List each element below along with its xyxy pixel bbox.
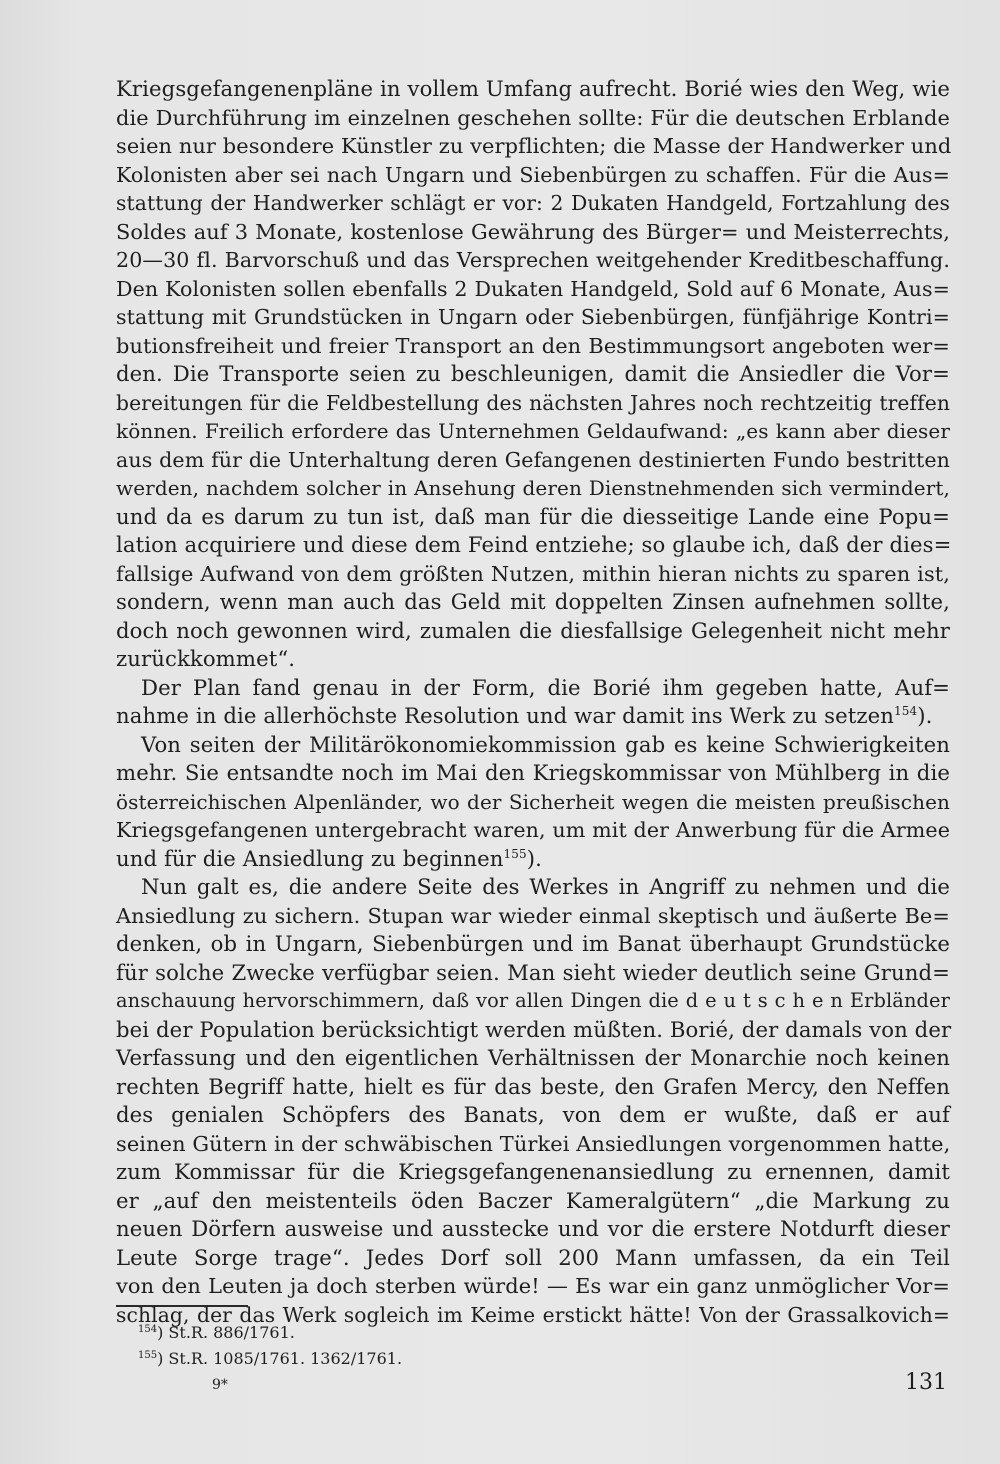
text-line-tail: ).	[526, 845, 542, 871]
text-line: bereitungen für die Feldbestellung des nächsten Jahres noch rechtzeitig treffen	[116, 390, 950, 415]
text-line	[116, 702, 950, 731]
text-line: mehr. Sie entsandte noch im Mai den Kriegskommissar von Mühlberg in die	[116, 760, 950, 785]
text-line: Kriegsgefangenen untergebracht waren, um mit der Anwerbung für die Armee	[116, 818, 950, 842]
text-line: zurückkommet“.	[116, 646, 296, 671]
text-line: zum Kommissar für die Kriegsgefangenenansiedlung zu ernennen, damit	[116, 1159, 950, 1184]
paragraph-3	[116, 731, 950, 874]
text-line: lation acquiriere und diese dem Feind entziehe; so glaube ich, daß der dies=	[116, 532, 952, 557]
text-line: österreichischen Alpenländer, wo der Sicherheit wegen die meisten preußischen	[116, 789, 950, 814]
text-line: neuen Dörfern ausweise und ausstecke und vor die erstere Notdurft dieser	[116, 1216, 950, 1241]
footnotes	[138, 1320, 402, 1372]
text-line: seinen Gütern in der schwäbischen Türkei Ansiedlungen vorgenommen hatte,	[116, 1131, 951, 1156]
text-line: Den Kolonisten sollen ebenfalls 2 Dukaten Handgeld, Sold auf 6 Monate, Aus=	[116, 276, 950, 301]
footnote-number: 154	[138, 1324, 158, 1335]
text-line: und da es darum zu tun ist, daß man für die diesseitige Lande eine Popu=	[116, 503, 950, 529]
text-line: Leute Sorge trage“. Jedes Dorf soll 200 Mann umfassen, da ein Teil	[116, 1244, 950, 1270]
page-number: 131	[905, 1370, 947, 1395]
footnote-155	[138, 1346, 402, 1372]
text-line: stattung mit Grundstücken in Ungarn oder Siebenbürgen, fünfjährige Kontri=	[116, 305, 950, 329]
text-line: werden, nachdem solcher in Ansehung deren Dienstnehmenden sich vermindert,	[116, 476, 950, 500]
text-line: 20—30 fl. Barvorschuß und das Versprechen weitgehender Kreditbeschaffung.	[116, 248, 950, 272]
paragraph-1	[116, 75, 950, 674]
text-line: butionsfreiheit und freier Transport an den Bestimmungsort angeboten wer=	[116, 333, 950, 358]
text-line: den. Die Transporte seien zu beschleunigen, damit die Ansiedler die Vor=	[116, 361, 950, 386]
footnote-ref-154: 154	[894, 704, 918, 718]
text-line: fallsige Aufwand von dem größten Nutzen, mithin hieran nichts zu sparen ist,	[116, 561, 950, 586]
footnote-text: ) St.R. 1085/1761. 1362/1761.	[157, 1349, 403, 1368]
footnote-text: ) St.R. 886/1761.	[157, 1323, 295, 1342]
text-line: Soldes auf 3 Monate, kostenlose Gewährung des Bürger= und Meisterrechts,	[116, 219, 950, 244]
footnote-ref-155: 155	[503, 846, 527, 861]
text-line: von den Leuten ja doch sterben würde! — Es war ein ganz unmöglicher Vor=	[116, 1274, 950, 1298]
paragraph-2	[116, 674, 950, 731]
text-line-content: und für die Ansiedlung zu beginnen	[116, 845, 504, 871]
text-line: die Durchführung im einzelnen geschehen sollte: Für die deutschen Erblande	[116, 105, 950, 130]
text-line: sondern, wenn man auch das Geld mit doppelten Zinsen aufnehmen sollte,	[116, 589, 950, 614]
text-line: Verfassung und den eigentlichen Verhältnissen der Monarchie noch keinen	[116, 1045, 950, 1070]
text-line: Der Plan fand genau in der Form, die Borié ihm gegeben hatte, Auf=	[141, 674, 950, 700]
text-line: aus dem für die Unterhaltung deren Gefangenen destinierten Fundo bestritten	[116, 447, 950, 472]
text-line-tail: ).	[917, 703, 933, 728]
text-line: anschauung hervorschimmern, daß vor allen Dingen die d e u t s c h e n Erbländer	[116, 989, 950, 1012]
text-line-content: nahme in die allerhöchste Resolution und war damit ins Werk zu setzen	[116, 703, 895, 728]
text-line: stattung der Handwerker schlägt er vor: 2 Dukaten Handgeld, Fortzahlung des	[116, 191, 950, 215]
text-line: er „auf den meistenteils öden Baczer Kameralgütern“ „die Markung zu	[116, 1187, 950, 1213]
text-line: doch noch gewonnen wird, zumalen die diesfallsige Gelegenheit nicht mehr	[116, 617, 950, 643]
text-line: denken, ob in Ungarn, Siebenbürgen und im Banat überhaupt Grundstücke	[116, 931, 950, 956]
text-line: Nun galt es, die andere Seite des Werkes in Angriff zu nehmen und die	[141, 874, 950, 899]
footnote-divider	[116, 1305, 248, 1307]
text-line: bei der Population berücksichtigt werden müßten. Borié, der damals von der	[116, 1016, 952, 1042]
text-line: seien nur besondere Künstler zu verpflichten; die Masse der Handwerker und	[116, 134, 952, 158]
text-line: Ansiedlung zu sichern. Stupan war wieder einmal skeptisch und äußerte Be=	[116, 903, 950, 928]
body-text	[116, 75, 950, 1329]
text-line: für solche Zwecke verfügbar seien. Man sieht wieder deutlich seine Grund=	[116, 959, 950, 985]
text-line: können. Freilich erfordere das Unternehmen Geldaufwand: „es kann aber dieser	[116, 419, 950, 443]
footnote-154	[138, 1320, 402, 1346]
text-line: Von seiten der Militärökonomiekommission gab es keine Schwierigkeiten	[141, 731, 950, 757]
text-line: Kriegsgefangenenpläne in vollem Umfang aufrecht. Borié wies den Weg, wie	[116, 76, 950, 101]
text-line: des genialen Schöpfers des Banats, von dem er wußte, daß er auf	[116, 1102, 950, 1127]
paragraph-4	[116, 873, 950, 1329]
printer-signature: 9*	[212, 1377, 228, 1393]
text-line: schlag, der das Werk sogleich im Keime erstickt hätte! Von der Grassalkovich=	[116, 1302, 950, 1327]
text-line	[116, 845, 950, 874]
footnote-number: 155	[138, 1350, 158, 1361]
text-line: Kolonisten aber sei nach Ungarn und Siebenbürgen zu schaffen. Für die Aus=	[116, 162, 950, 187]
text-line: rechten Begriff hatte, hielt es für das beste, den Grafen Mercy, den Neffen	[116, 1073, 950, 1099]
